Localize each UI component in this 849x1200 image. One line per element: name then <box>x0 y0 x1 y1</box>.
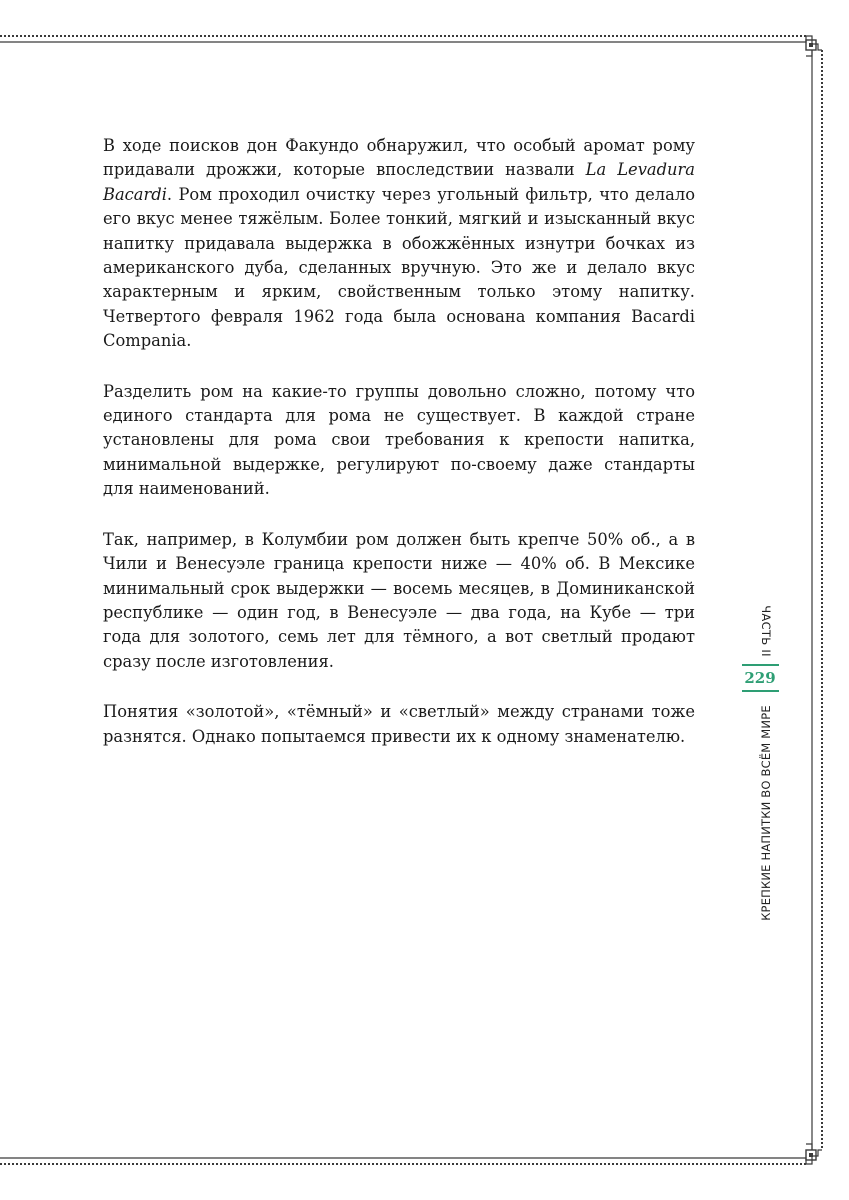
section-title <box>758 700 774 925</box>
paragraph-1-end: . Ром проходил очистку через угольный фильтр, что делало его вкус менее тяжёлым. Более тонкий, мягкий и изысканный вкус напитку придавала выдержка в обожжённых изнутри бочках из американского дуба, сделанных вручную. Это же и делало вкус характерным и ярким, свойственным только этому напитку. Четвертого февраля 1962 года была основана компания Bacardi Compania. <box>103 184 695 351</box>
paragraph-1-start: В ходе поисков дон Факундо обнаружил, что особый аромат рому придавали дрожжи, которые впоследствии назвали <box>103 136 695 180</box>
paragraph-2: Разделить ром на какие-то группы довольно сложно, потому что единого стандарта для рома не существует. В каждой стране установлены для рома свои требования к крепости напитка, минимальной выдержке, регулируют по-своему даже стандарты для наименований. <box>103 381 695 499</box>
page-number-rule-bottom <box>742 690 779 692</box>
page-number-rule-top <box>742 664 779 666</box>
paragraph-1-italic: La Levadura Bacardi <box>103 160 695 204</box>
part-label-text: ЧАСТЬ II <box>759 605 774 657</box>
body-text <box>103 134 695 775</box>
paragraph-3: Так, например, в Колумбии ром должен быть крепче 50% об., а в Чили и Венесуэле граница крепости ниже — 40% об. В Мексике минимальный срок выдержки — восемь месяцев, в Доминиканской республике — один год, в Венесуэле — два года, на Кубе — три года для золотого, семь лет для тёмного, а вот светлый продают сразу после изготовления. <box>103 529 695 671</box>
part-label <box>758 604 774 658</box>
paragraph-1 <box>103 134 695 354</box>
page-number: 229 <box>744 669 776 687</box>
paragraph-4: Понятия «золотой», «тёмный» и «светлый» между странами тоже разнятся. Однако попытаемся привести их к одному знаменателю. <box>103 702 695 746</box>
section-title-text: КРЕПКИЕ НАПИТКИ ВО ВСЁМ МИРЕ <box>759 704 774 921</box>
